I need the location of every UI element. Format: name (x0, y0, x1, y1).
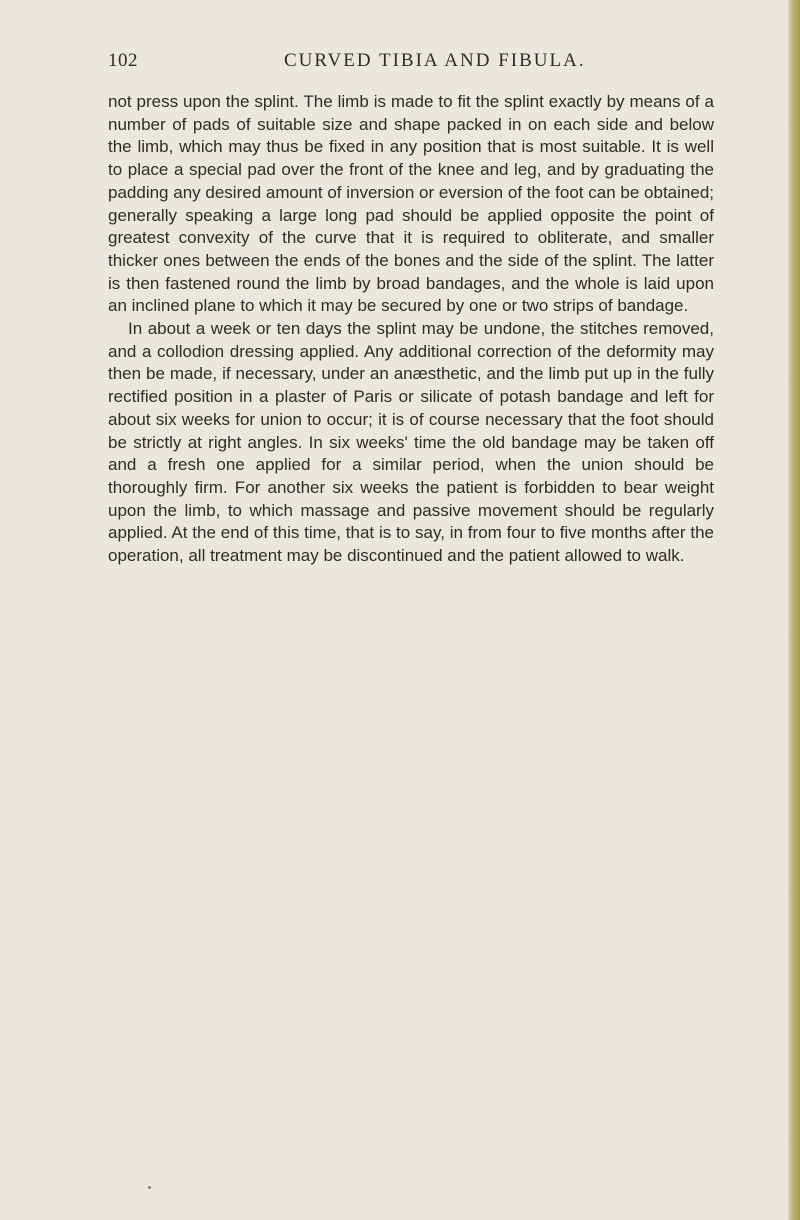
page-header (108, 50, 714, 80)
paragraph-continued: not press upon the splint. The limb is made to fit the splint exactly by means of a number of pads of suitable size and shape packed in on each side and below the limb, which may thus be fixed in any position that is most suitable. It is well to place a special pad over the front of the knee and leg, and by graduating the padding any desired amount of inversion or eversion of the foot can be obtained; generally speaking a large long pad should be applied opposite the point of greatest convexity of the curve that it is required to obliterate, and smaller thicker ones between the ends of the bones and the side of the splint. The latter is then fastened round the limb by broad bandages, and the whole is laid upon an inclined plane to which it may be secured by one or two strips of bandage. (108, 92, 714, 316)
page-edge (788, 0, 800, 1220)
body-text (108, 91, 714, 568)
running-title: CURVED TIBIA AND FIBULA. (284, 50, 586, 71)
page-number: 102 (108, 50, 138, 71)
paper-speck (148, 1186, 151, 1189)
paragraph: In about a week or ten days the splint may be undone, the stitches removed, and a collodion dressing applied. Any additional correction of the deformity may then be made, if necessary, under an anæsthetic, and the limb put up in the fully rectified position in a plaster of Paris or silicate of potash bandage and left for about six weeks for union to occur; it is of course necessary that the foot should be strictly at right angles. In six weeks' time the old bandage may be taken off and a fresh one applied for a similar period, when the union should be thoroughly firm. For another six weeks the patient is forbidden to bear weight upon the limb, to which massage and passive movement should be regularly applied. At the end of this time, that is to say, in from four to five months after the operation, all treatment may be discontinued and the patient allowed to walk. (108, 319, 714, 566)
